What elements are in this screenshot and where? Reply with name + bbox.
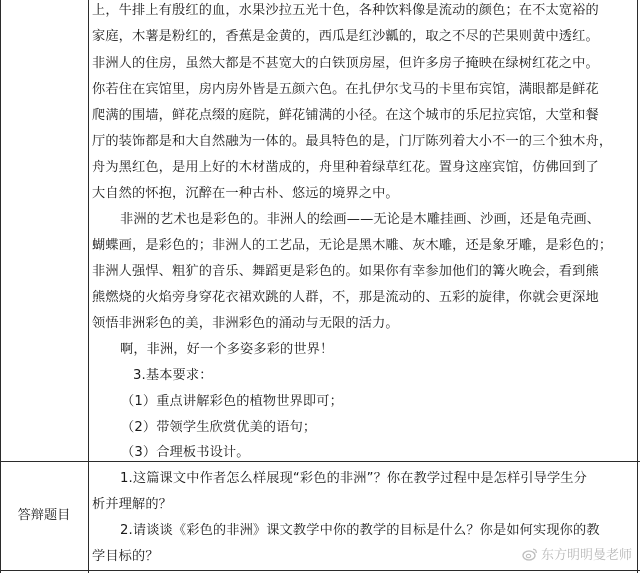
content-line: 家庭，木薯是粉红的，香蕉是金黄的，西瓜是红沙瓤的，取之不尽的芒果则黄中透红。: [92, 29, 599, 44]
art-paragraph-line: 蝴蝶画，是彩色的；非洲人的工艺品，无论是黑木雕、灰木雕，还是象牙雕，是彩色的；: [92, 238, 613, 253]
table-row-divider: [0, 461, 640, 462]
defense-question-line: 1.这篇课文中作者怎么样展现“彩色的非洲”？你在教学过程中是怎样引导学生分: [120, 471, 587, 486]
requirement-item: （3）合理板书设计。: [121, 445, 250, 460]
content-line: 大自然的怀抱，沉醉在一种古朴、悠远的境界之中。: [92, 186, 399, 201]
watermark: [522, 544, 632, 563]
content-line: 爬满的围墙，鲜花点缀的庭院，鲜花铺满的小径。在这个城市的乐尼拉宾馆，大堂和餐: [92, 108, 599, 123]
art-paragraph-line: 非洲人强悍、粗犷的音乐、舞蹈更是彩色的。如果你有幸参加他们的篝火晚会，看到熊: [92, 264, 599, 279]
closing-line: 啊，非洲，好一个多姿多彩的世界！: [120, 342, 334, 357]
art-paragraph-line: 领悟非洲彩色的美，非洲彩色的涌动与无限的活力。: [92, 316, 399, 331]
defense-question-line: 学目标的？: [92, 549, 159, 564]
content-line: 非洲人的住房，虽然大都是不甚宽大的白铁顶房屋，但许多房子掩映在绿树红花之中。: [92, 56, 599, 71]
requirements-heading: 3.基本要求：: [133, 368, 213, 383]
defense-question-line: 2.请谈谈《彩色的非洲》课文教学中你的教学的目标是什么？你是如何实现你的教: [120, 523, 600, 538]
defense-label: 答辩题目: [17, 508, 71, 523]
art-paragraph-line: 熊燃烧的火焰旁身穿花衣裙欢跳的人群，不，那是流动的、五彩的旋律，你就会更深地: [92, 290, 599, 305]
weibo-icon: [522, 547, 538, 561]
content-line: 上，牛排上有殷红的血，水果沙拉五光十色，各种饮料像是流动的颜色；在不太宽裕的: [92, 3, 599, 18]
watermark-text: 东方明明曼老师: [540, 548, 632, 563]
table-column-divider: [88, 0, 89, 573]
table-border-left: [0, 0, 1, 573]
art-paragraph-line: 非洲的艺术也是彩色的。非洲人的绘画——无论是木雕挂画、沙画，还是龟壳画、: [120, 212, 601, 227]
table-border-right: [637, 0, 638, 573]
content-line: 舟为黑红色，是用上好的木材凿成的，舟里种着绿草红花。置身这座宾馆，仿佛回到了: [92, 160, 599, 175]
content-line: 厅的装饰都是和大自然融为一体的。最具特色的是，门厅陈列着大小不一的三个独木舟，: [92, 134, 613, 149]
requirement-item: （1）重点讲解彩色的植物世界即可；: [121, 394, 343, 409]
requirement-item: （2）带领学生欣赏优美的语句；: [121, 420, 317, 435]
content-line: 你若住在宾馆里，房内房外皆是五颜六色。在扎伊尔戈马的卡里布宾馆，满眼都是鲜花: [92, 82, 599, 97]
table-border-bottom: [0, 570, 640, 571]
defense-question-line: 析并理解的？: [92, 497, 173, 512]
